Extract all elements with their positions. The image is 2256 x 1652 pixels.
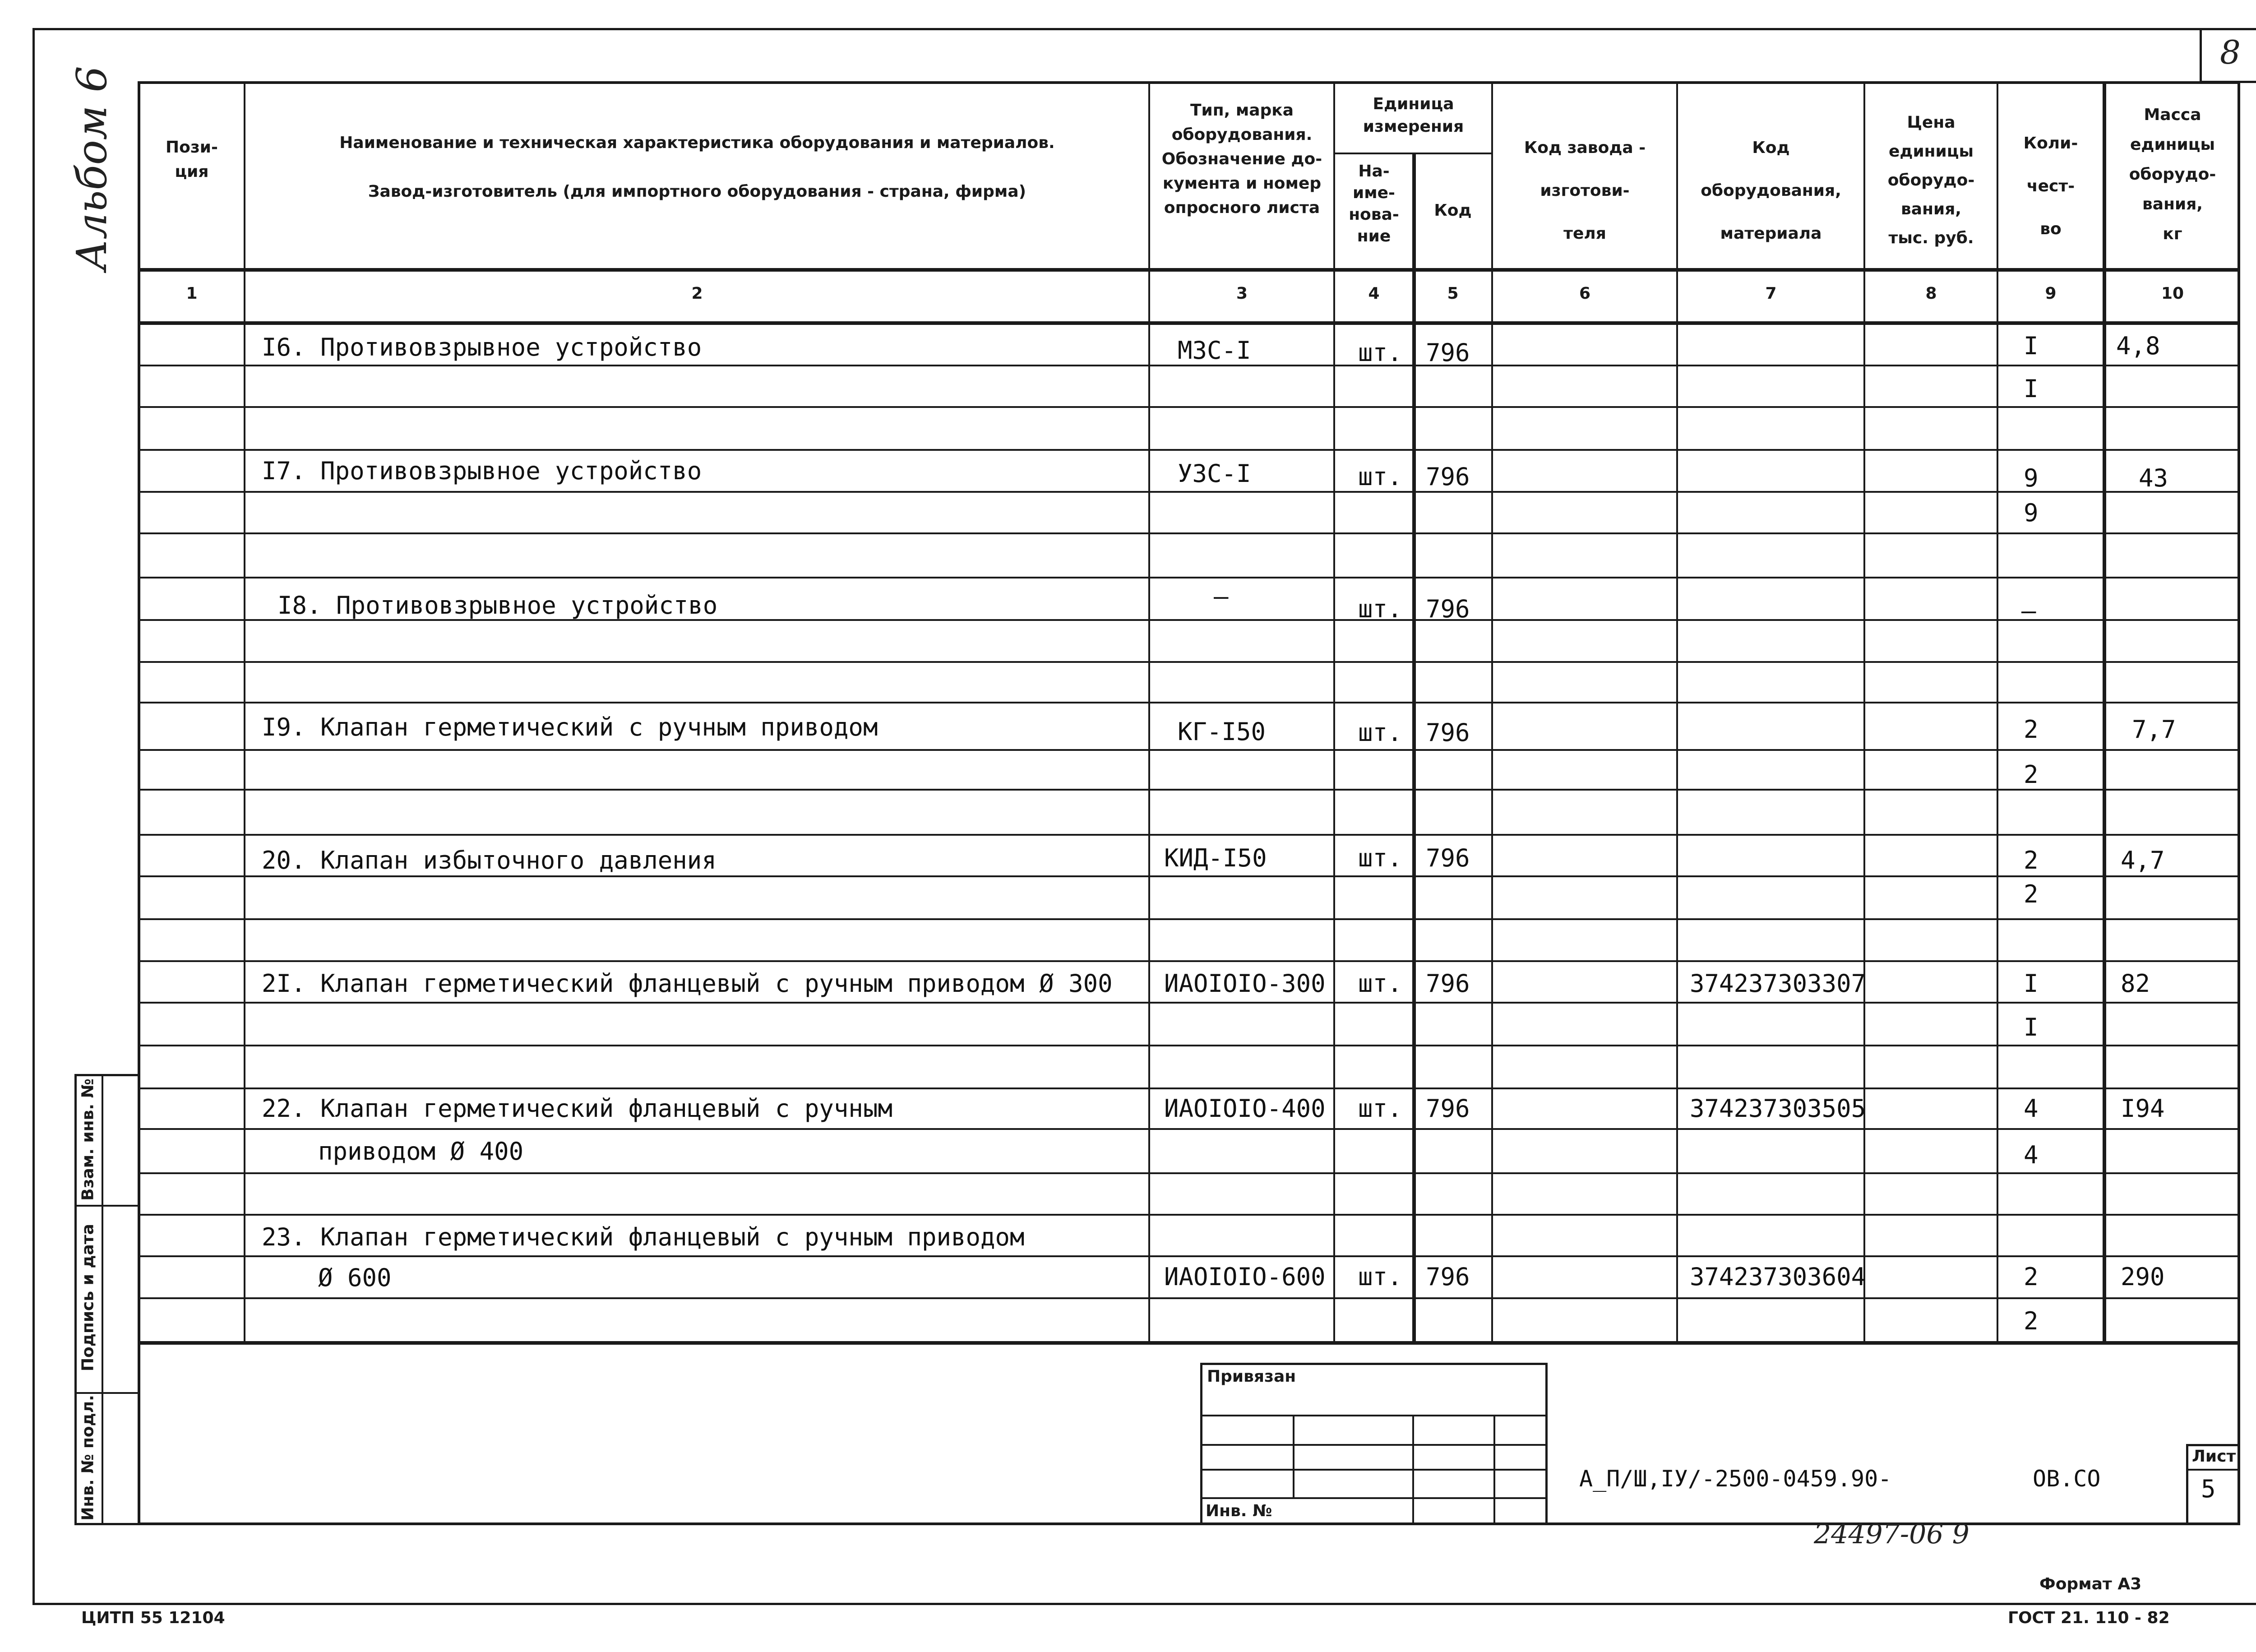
privyazan-col [1293, 1415, 1294, 1497]
header-col8: Цена единицы оборудо- вания, тыс. руб. [1887, 113, 1975, 247]
row-line [138, 918, 2240, 920]
table-bottom-line [138, 1341, 2240, 1345]
inv-no-label: Инв. № [1206, 1502, 1272, 1520]
row-23-type: ИАОIОIО-600 [1164, 1263, 1326, 1291]
privyazan-col [1493, 1415, 1495, 1525]
privyazan-line [1200, 1469, 1548, 1471]
colnum-9: 9 [2045, 284, 2057, 303]
privyazan-line [1200, 1415, 1548, 1416]
col-line [1491, 81, 1493, 1342]
header-col6: Код завода - изготови- теля [1524, 139, 1646, 243]
row-22-code: 796 [1426, 1094, 1470, 1123]
colnum-2: 2 [691, 284, 703, 303]
row-22-qty: 4 [2024, 1094, 2039, 1123]
row-line [138, 1255, 2240, 1257]
header-col3: Тип, марка оборудования. Обозначение до- кумента и номер опросного листа [1161, 101, 1322, 217]
header-col1: Пози- ция [166, 138, 218, 181]
row-19-mass: 7,7 [2132, 715, 2176, 744]
header-col7: Код оборудования, материала [1701, 139, 1841, 243]
row-23-equip-code: 374237303604 [1690, 1263, 1866, 1291]
row-23-name-cont: Ø 600 [318, 1263, 392, 1292]
row-16-qty: I [2024, 332, 2039, 360]
bottom-right-gost: ГОСТ 21. 110 - 82 [2008, 1609, 2170, 1627]
row-18-code: 796 [1426, 595, 1470, 623]
privyazan-line [1200, 1444, 1548, 1446]
row-22-equip-code: 374237303505 [1690, 1094, 1866, 1123]
sheet-box-line [2186, 1469, 2240, 1471]
side-stamp-row [74, 1205, 140, 1207]
row-23-name: 23. Клапан герметический фланцевый с ручным приводом [262, 1223, 1025, 1251]
row-17-mass: 43 [2139, 464, 2168, 492]
row-line [138, 702, 2240, 703]
colnum-7: 7 [1765, 284, 1777, 303]
row-21-name: 2I. Клапан герметический фланцевый с ручным приводом Ø 300 [262, 969, 1113, 998]
row-18-type: – [1214, 582, 1229, 611]
row-line [138, 749, 2240, 751]
row-16-unit: шт. [1358, 338, 1402, 367]
col-line [1676, 81, 1678, 1342]
bottom-left-code: ЦИТП 55 12104 [81, 1609, 225, 1627]
row-line [138, 1128, 2240, 1130]
album-label: Альбом 6 [68, 66, 116, 271]
row-17-qty: 9 [2024, 464, 2039, 492]
side-stamp-divider [102, 1074, 103, 1525]
row-line [138, 577, 2240, 578]
row-22-name: 22. Клапан герметический фланцевый с ручным [262, 1094, 892, 1123]
row-16-name: I6. Противовзрывное устройство [262, 333, 702, 361]
col-line [1333, 81, 1335, 1342]
row-19-qty: 2 [2024, 715, 2039, 744]
row-line [138, 1045, 2240, 1046]
row-23-qty2: 2 [2024, 1307, 2039, 1335]
col-line [1863, 81, 1865, 1342]
header-col9: Коли- чест- во [2023, 134, 2078, 238]
format-label: Формат А3 [2039, 1575, 2142, 1593]
designation: А_П/Ш,IУ/-2500-0459.90- [1579, 1466, 1892, 1492]
row-21-qty: I [2024, 969, 2039, 998]
row-line [138, 1172, 2240, 1174]
colnum-4: 4 [1368, 284, 1380, 303]
row-18-name: I8. Противовзрывное устройство [277, 591, 718, 620]
side-stamp-inv: Инв. № подл. [79, 1395, 97, 1521]
row-22-qty2: 4 [2024, 1141, 2039, 1169]
sheet-no: 5 [2201, 1475, 2216, 1503]
row-line [138, 406, 2240, 408]
colnum-bottom-line [138, 321, 2240, 325]
privyazan-col [1412, 1415, 1414, 1525]
row-21-type: ИАОIОIО-300 [1164, 969, 1326, 998]
row-20-unit: шт. [1358, 844, 1402, 872]
row-line [138, 532, 2240, 534]
colnum-5: 5 [1447, 284, 1459, 303]
header-col4: На- име- нова- ние [1349, 162, 1399, 245]
row-22-type: ИАОIОIО-400 [1164, 1094, 1326, 1123]
row-line [138, 789, 2240, 791]
row-23-code: 796 [1426, 1263, 1470, 1291]
row-line [138, 875, 2240, 877]
row-19-name: I9. Клапан герметический с ручным приводом [262, 713, 878, 741]
row-23-qty: 2 [2024, 1263, 2039, 1291]
header-col5: Код [1434, 201, 1472, 220]
row-line [138, 834, 2240, 836]
row-20-mass: 4,7 [2121, 846, 2165, 875]
row-22-unit: шт. [1358, 1094, 1402, 1123]
col-line [1412, 153, 1416, 1342]
row-20-code: 796 [1426, 844, 1470, 872]
row-17-name: I7. Противовзрывное устройство [262, 457, 702, 485]
row-20-qty2: 2 [2024, 880, 2039, 908]
sheet-corner-number: 8 [2220, 33, 2241, 71]
colnum-6: 6 [1579, 284, 1591, 303]
header-col2-line1: Наименование и техническая характеристика оборудования и материалов. [339, 134, 1055, 152]
row-line [138, 491, 2240, 493]
handwritten-number: 24497-06 9 [1814, 1518, 1969, 1550]
row-line [138, 1297, 2240, 1299]
row-16-qty2: I [2024, 375, 2039, 403]
row-23-mass: 290 [2121, 1263, 2165, 1291]
row-line [138, 1087, 2240, 1089]
row-17-code: 796 [1426, 463, 1470, 491]
col-line [1997, 81, 1998, 1342]
row-16-mass: 4,8 [2116, 332, 2160, 360]
col-line [244, 81, 245, 1342]
colnum-1: 1 [186, 284, 198, 303]
header-col10: Масса единицы оборудо- вания, кг [2129, 106, 2216, 243]
row-line [138, 1002, 2240, 1004]
row-20-qty: 2 [2024, 846, 2039, 875]
row-21-qty2: I [2024, 1013, 2039, 1041]
row-19-qty2: 2 [2024, 760, 2039, 789]
colnum-10: 10 [2161, 284, 2184, 303]
row-22-mass: I94 [2121, 1094, 2165, 1123]
row-17-type: УЗС-I [1178, 459, 1251, 488]
row-19-type: КГ-I50 [1178, 717, 1266, 746]
row-17-unit: шт. [1358, 463, 1402, 491]
header-col2-line2: Завод-изготовитель (для импортного оборудования - страна, фирма) [368, 182, 1026, 201]
row-16-code: 796 [1426, 338, 1470, 367]
row-19-unit: шт. [1358, 718, 1402, 747]
doc-code: ОВ.СО [2033, 1466, 2101, 1492]
row-21-code: 796 [1426, 969, 1470, 998]
col-line [2103, 81, 2106, 1342]
row-20-name: 20. Клапан избыточного давления [262, 846, 717, 875]
side-stamp-podpis: Подпись и дата [79, 1224, 97, 1371]
privyazan-label: Привязан [1207, 1367, 1296, 1386]
row-line [138, 661, 2240, 663]
col-line [1148, 81, 1150, 1342]
colnum-3: 3 [1236, 284, 1248, 303]
row-16-type: МЗС-I [1178, 336, 1251, 365]
row-18-unit: шт. [1358, 595, 1402, 623]
row-18-qty: – [2021, 597, 2036, 625]
row-22-name-cont: приводом Ø 400 [318, 1137, 524, 1166]
row-line [138, 1214, 2240, 1216]
header-unit-group: Единица измерения [1363, 95, 1464, 136]
side-stamp-vzam: Взам. инв. № [79, 1078, 97, 1201]
row-19-code: 796 [1426, 718, 1470, 747]
row-line [138, 960, 2240, 962]
privyazan-line [1200, 1497, 1548, 1499]
header-bottom-line [138, 268, 2240, 272]
row-20-type: КИД-I50 [1164, 844, 1267, 872]
row-21-unit: шт. [1358, 969, 1402, 998]
row-21-mass: 82 [2121, 969, 2150, 998]
row-23-unit: шт. [1358, 1263, 1402, 1291]
row-line [138, 449, 2240, 451]
colnum-8: 8 [1925, 284, 1937, 303]
sheet-label: Лист [2192, 1447, 2236, 1466]
row-17-qty2: 9 [2024, 499, 2039, 527]
row-21-equip-code: 374237303307 [1690, 969, 1866, 998]
